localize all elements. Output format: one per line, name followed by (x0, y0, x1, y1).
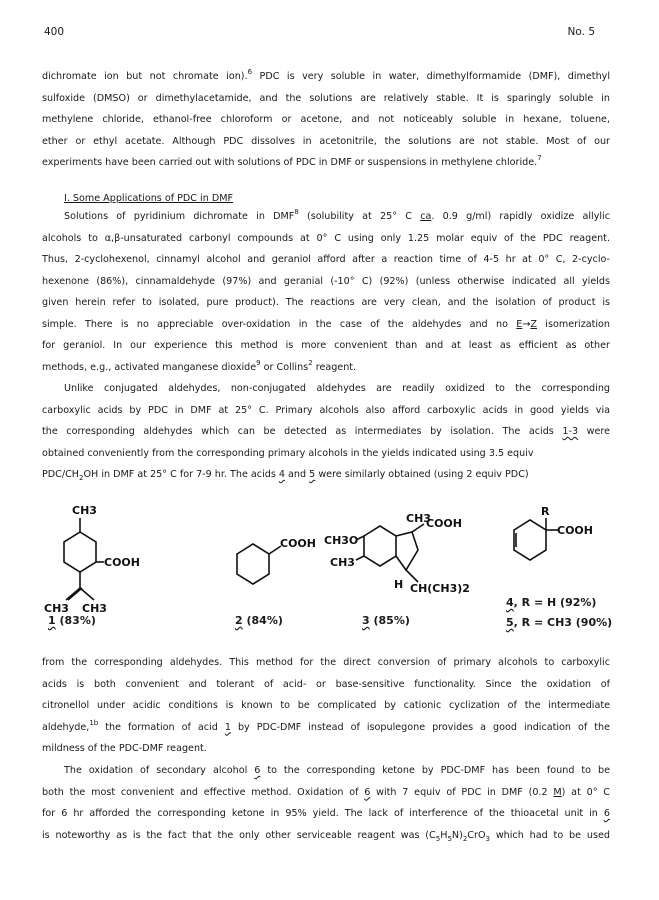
text-line: given herein refer to isolated, pure product). The reactions are very clean, and the isolation of product is (42, 297, 610, 308)
text-line: mildness of the PDC-DMF reagent. (42, 743, 207, 754)
structure-3-isopropyl: CH(CH3)2 (410, 582, 470, 595)
structure-3-methoxy: CH3O (324, 534, 359, 547)
structure-3 (322, 500, 492, 635)
text-line: methylene chloride, ethanol-free chloroform or acetone, and not noticeably soluble in hexane, toluene, (42, 114, 610, 125)
section-heading: I. Some Applications of PDC in DMF (64, 193, 234, 204)
text-line: hexenone (86%), cinnamaldehyde (97%) and geranial (-10° C) (92%) (unless otherwise indicated all yields (42, 275, 610, 287)
structure-3-carboxyl: COOH (426, 517, 462, 530)
structure-3-caption: 3 (85%) (362, 614, 410, 627)
structure-1 (42, 500, 172, 635)
structure-5-caption: 5, R = CH3 (90%) (506, 616, 613, 629)
structure-4-5-carboxyl: COOH (557, 524, 593, 537)
paragraph-solubility (42, 66, 610, 174)
structure-2 (217, 500, 327, 635)
text-line: dichromate ion but not chromate ion).$^6$ PDC is very soluble in water, dimethylformamide (DMF), dimethyl (42, 68, 610, 82)
structure-4-5-drawing (502, 500, 622, 600)
text-line: obtained conveniently from the corresponding primary alcohols in the yields indicated using 3.5 equiv (42, 447, 534, 459)
structure-1-caption: 1 (83%) (48, 614, 96, 627)
structure-3-methyl-top: CH3 (406, 512, 431, 525)
text-line: Unlike conjugated aldehydes, non-conjugated aldehydes are readily oxidized to the corresponding (64, 383, 610, 394)
paragraph-carboxylic-acids (42, 378, 610, 486)
text-line: is noteworthy as is the fact that the only other serviceable reagent was $(C_5H_5N)_2CrO_3$ which had to be used (42, 829, 610, 843)
structure-1-methyl-left: CH3 (44, 602, 69, 615)
text-line: citronellol under acidic conditions is known to be complicated by cationic cyclization of the intermediate (42, 700, 610, 711)
text-line: PDC/$CH_2OH$ in DMF at 25° C for 7-9 hr. The acids 4 and 5 were similarly obtained (using 2 equiv PDC) (42, 469, 529, 482)
structure-1-methyl-right: CH3 (82, 602, 107, 615)
text-line: Solutions of pyridinium dichromate in DMF$^8$ (solubility at 25° C ca. 0.9 g/ml) rapidly oxidize allylic (64, 208, 610, 222)
text-line: for 6 hr afforded the corresponding ketone in 95% yield. The lack of interference of the thioacetal unit in 6 (42, 808, 610, 819)
paragraph-direct-conversion (42, 652, 610, 760)
structure-1-carboxyl: COOH (104, 556, 140, 569)
text-line: both the most convenient and effective method. Oxidation of 6 with 7 equiv of PDC in DMF (0.2 M) at 0° C (42, 786, 610, 798)
paragraph-secondary-alcohol (42, 760, 610, 846)
text-line: the corresponding aldehydes which can be detected as intermediates by isolation. The acids 1-3 were (42, 426, 610, 437)
structure-4-5 (502, 500, 622, 629)
text-line: experiments have been carried out with solutions of PDC in DMF or suspensions in methylene chloride.$^7$ (42, 154, 542, 168)
structure-1-methyl-top: CH3 (72, 504, 97, 517)
text-line: from the corresponding aldehydes. This method for the direct conversion of primary alcohols to carboxylic (42, 657, 610, 668)
text-line: simple. There is no appreciable over-oxidation in the case of the aldehydes and no E→Z isomerization (42, 318, 610, 330)
text-line: carboxylic acids by PDC in DMF at 25° C. Primary alcohols also afford carboxylic acids in good yields via (42, 404, 610, 416)
paragraph-allylic-oxidation (42, 206, 610, 378)
text-line: sulfoxide (DMSO) or dimethylacetamide, and the solutions are relatively stable. It is sparingly soluble in (42, 92, 610, 104)
structure-2-caption: 2 (84%) (235, 614, 283, 627)
structure-4-5-r-group: R (541, 505, 550, 518)
structures-row (42, 500, 622, 635)
page-number: 400 (44, 26, 65, 38)
text-line: for geraniol. In our experience this method is more convenient than and at least as efficient as other (42, 340, 610, 351)
text-line: alcohols to α,β-unsaturated carbonyl compounds at 0° C using only 1.25 molar equiv of the PDC reagent. (42, 232, 610, 244)
structure-3-hydrogen: H (394, 578, 404, 591)
text-line: Thus, 2-cyclohexenol, cinnamyl alcohol and geraniol afford after a reaction time of 4-5 hr at 0° C, 2-cyclo- (42, 254, 610, 265)
text-line: acids is both convenient and tolerant of acid- or base-sensitive functionality. Since the oxidation of (42, 678, 610, 690)
structure-4-caption: 4, R = H (92%) (506, 596, 597, 609)
structure-3-methyl-left: CH3 (330, 556, 355, 569)
text-line: methods, e.g., activated manganese dioxide$^9$ or Collins$^2$ reagent. (42, 358, 357, 373)
structure-2-carboxyl: COOH (280, 537, 316, 550)
issue-number: No. 5 (567, 26, 595, 38)
text-line: ether or ethyl acetate. Although PDC dissolves in acetonitrile, the solutions are not stable. Most of our (42, 135, 610, 147)
text-line: The oxidation of secondary alcohol 6 to the corresponding ketone by PDC-DMF has been found to be (64, 765, 610, 776)
text-line: aldehyde,$^{1b}$ the formation of acid 1 by PDC-DMF instead of isopulegone provides a good indication of the (42, 718, 610, 733)
